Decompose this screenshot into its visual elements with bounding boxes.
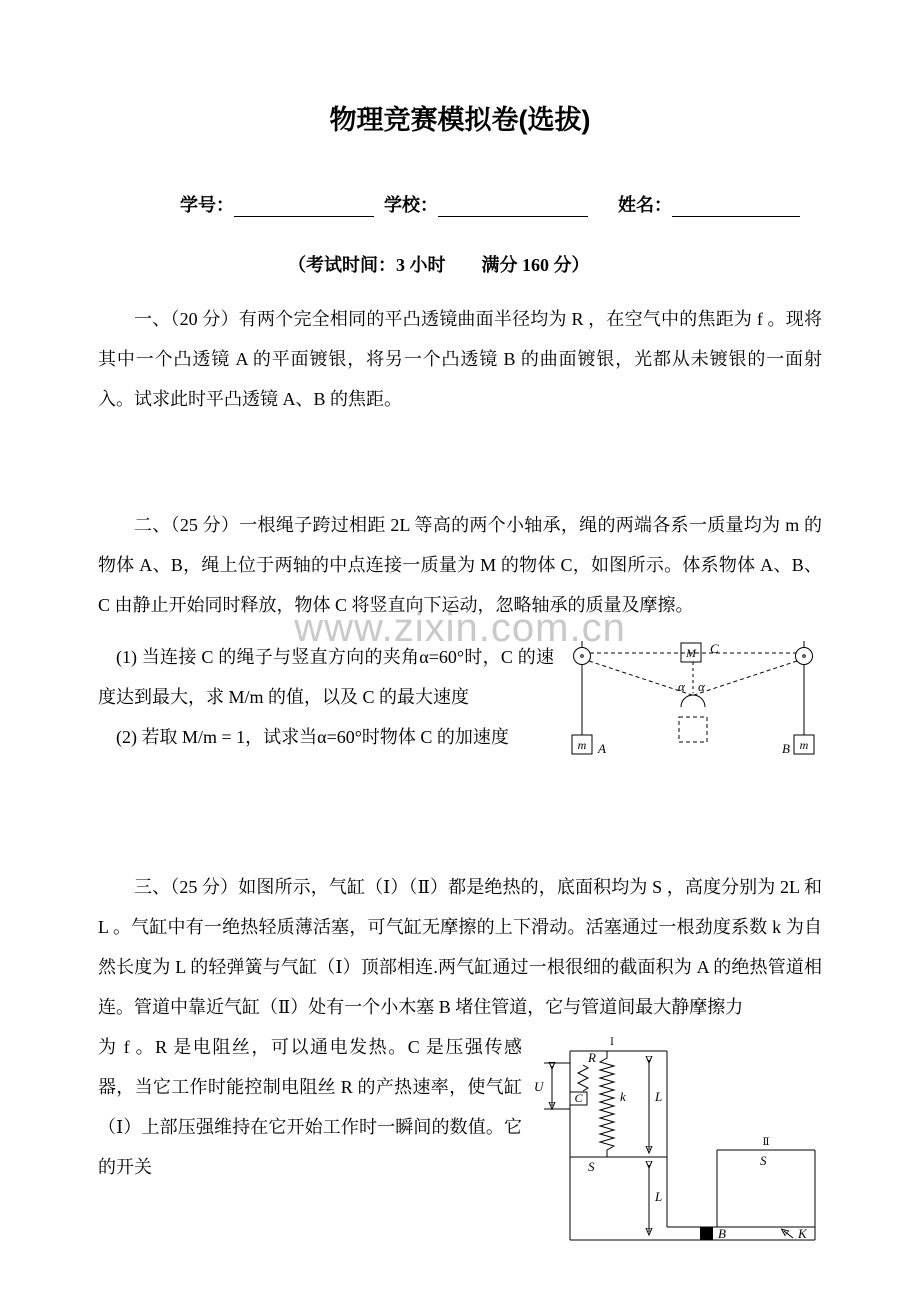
problem-2-item-1: (1) 当连接 C 的绳子与竖直方向的夹角α=60°时，C 的速度达到最大，求 M/m 的值，以及 C 的最大速度 xyxy=(98,647,554,707)
mass-a-label: m xyxy=(577,738,587,752)
problem-2-body xyxy=(98,637,822,779)
exam-info: （考试时间：3 小时 满分 160 分） xyxy=(288,255,590,275)
name-blank xyxy=(672,197,800,217)
switch-arrow xyxy=(784,1231,793,1238)
plug-b-label: B xyxy=(718,1226,726,1241)
name-label: 姓名： xyxy=(618,195,672,215)
student-id-blank xyxy=(234,197,374,217)
cylinder-2-label: Ⅱ xyxy=(762,1137,770,1148)
problem-3-body xyxy=(98,1027,822,1267)
angle-alpha-right: α xyxy=(698,679,705,694)
school-label: 学校： xyxy=(384,195,438,215)
mass-c-label: M xyxy=(686,646,696,660)
sensor-label: C xyxy=(574,1091,583,1105)
student-id-label: 学号： xyxy=(180,195,234,215)
student-info-row xyxy=(180,191,822,217)
label-c: C xyxy=(710,641,719,656)
resistor-label: R xyxy=(588,1050,596,1065)
pipe xyxy=(570,1227,815,1240)
problem-1-text: 一、（20 分）有两个完全相同的平凸透镜曲面半径均为 R ，在空气中的焦距为 f 。现将其中一个凸透镜 A 的平面镀银，将另一个凸透镜 B 的曲面镀银，光都从未镀银的一面射入。试求此时平凸透镜 A、B 的焦距。 xyxy=(98,309,822,409)
problem-3-intro: 三、（25 分）如图所示，气缸（Ⅰ）（Ⅱ）都是绝热的，底面积均为 S ，高度分别为 2L 和 L 。气缸中有一绝热轻质薄活塞，可气缸无摩擦的上下滑动。活塞通过一根劲度系数 k 为自然长度为 L 的轻弹簧与气缸（Ⅰ）顶部相连.两气缸通过一根很细的截面积为 A 的绝热管道相连。管道中靠近气缸（Ⅱ）处有一个小木塞 B 堵住管道，它与管道间最大静摩擦力 xyxy=(98,877,822,1017)
cylinder-2-area-label: S xyxy=(760,1153,767,1168)
problem-3 xyxy=(98,867,822,1267)
voltage-label: U xyxy=(534,1079,544,1094)
spring-constant-label: k xyxy=(620,1089,626,1104)
page-title: 物理竞赛模拟卷(选拔) xyxy=(329,105,591,135)
watermark: www.zixin.com.cn xyxy=(294,606,626,650)
label-b: B xyxy=(782,741,790,756)
mass-b-label: m xyxy=(799,738,809,752)
length-top-label: L xyxy=(655,1089,663,1104)
problem-2-intro: 二、（25 分）一根绳子跨过相距 2L 等高的两个小轴承，绳的两端各系一质量均为 m 的物体 A、B，绳上位于两轴的中点连接一质量为 M 的物体 C，如图所示。体系物体 A、B、C 由静止开始同时释放，物体 C 将竖直向下运动，忽略轴承的质量及摩擦。 xyxy=(98,515,822,615)
problem-2-item-2: (2) 若取 M/m = 1，试求当α=60°时物体 C 的加速度 xyxy=(116,727,509,747)
problem-2 xyxy=(98,505,822,779)
school-blank xyxy=(438,197,588,217)
piston-area-label: S xyxy=(588,1159,595,1174)
cylinder-1-label: Ⅰ xyxy=(610,1037,614,1048)
label-a: A xyxy=(598,741,606,756)
switch-label: K xyxy=(798,1226,807,1241)
length-bottom-label: L xyxy=(655,1189,663,1204)
angle-alpha-left: α xyxy=(678,679,685,694)
plug-b-square xyxy=(700,1227,713,1240)
problem-3-rest: 为 f 。R 是电阻丝，可以通电发热。C 是压强传感器，当它工作时能控制电阻丝 R 的产热速率，使气缸（Ⅰ）上部压强维持在它开始工作时一瞬间的数值。它的开关 xyxy=(98,1037,522,1177)
